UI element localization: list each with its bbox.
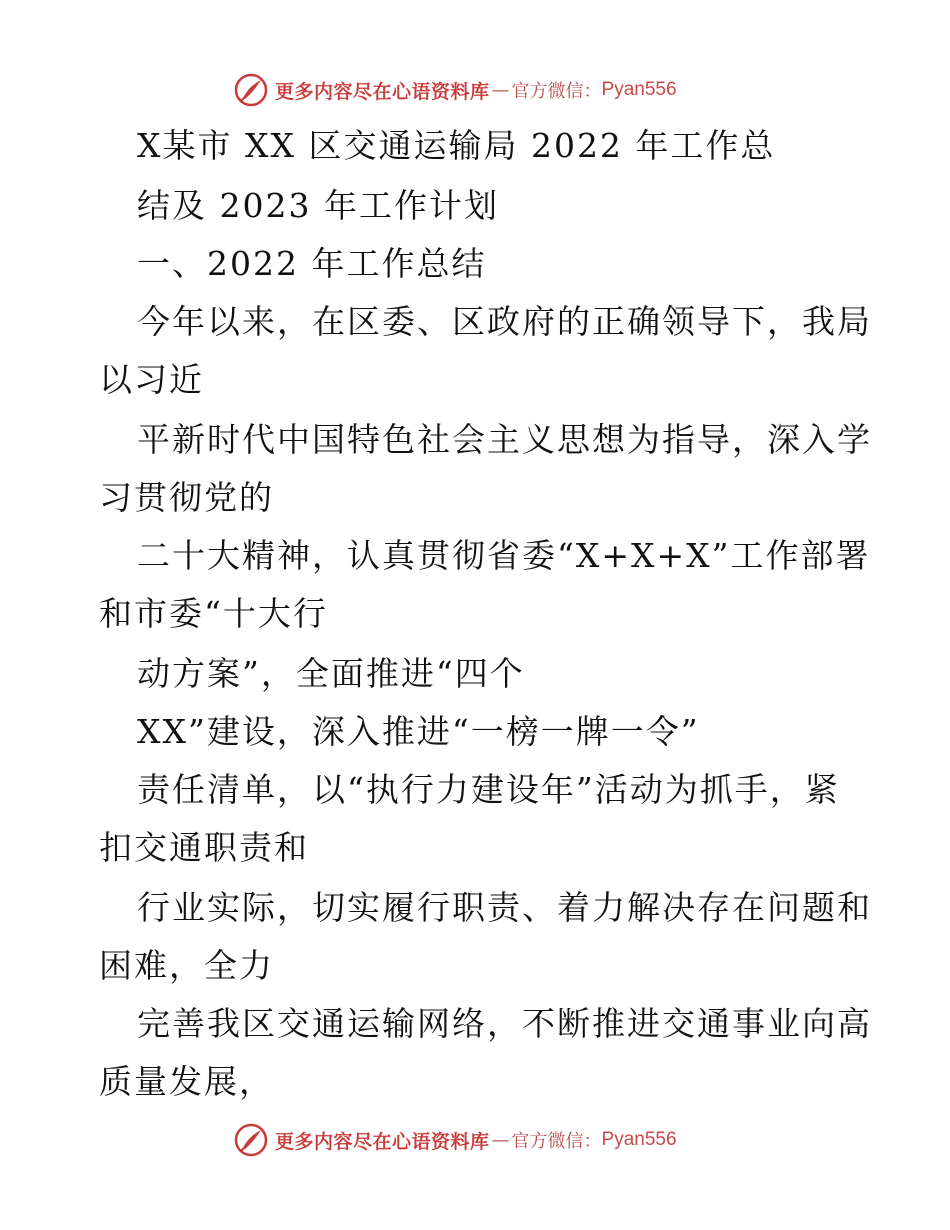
body-line: 今年以来，在区委、区政府的正确领导下，我局	[137, 302, 872, 341]
watermark-brand: 更多内容尽在心语资料库	[275, 1130, 490, 1153]
quill-pen-logo-icon	[233, 72, 269, 108]
body-line: 和市委“十大行	[99, 594, 328, 633]
watermark-dash: —	[491, 1129, 510, 1151]
watermark-official-label: 官方微信：	[511, 81, 602, 102]
section-heading: 一、2022 年工作总结	[137, 244, 487, 283]
body-line: 行业实际，切实履行职责、着力解决存在问题和	[137, 888, 872, 927]
document-title-line-2: 结及 2023 年工作计划	[137, 186, 499, 225]
body-line: XX”建设，深入推进“一榜一牌一令”	[137, 712, 700, 751]
watermark-wechat-id: Pyan556	[601, 1129, 677, 1150]
document-title-line-1: X某市 XX 区交通运输局 2022 年工作总	[137, 126, 776, 165]
body-line: 困难，全力	[99, 946, 274, 985]
body-line: 责任清单，以“执行力建设年”活动为抓手，紧	[137, 770, 840, 809]
body-line: 动方案”，全面推进“四个	[137, 654, 525, 693]
body-line: 扣交通职责和	[99, 828, 309, 867]
watermark-header	[233, 70, 677, 110]
watermark-official-label: 官方微信：	[511, 1131, 602, 1152]
body-line: 二十大精神，认真贯彻省委“X+X+X”工作部署	[137, 536, 871, 575]
quill-pen-logo-icon	[233, 1122, 269, 1158]
body-line: 以习近	[99, 360, 204, 399]
watermark-footer	[233, 1120, 677, 1160]
body-line: 质量发展，	[99, 1062, 274, 1101]
watermark-brand: 更多内容尽在心语资料库	[275, 80, 490, 103]
body-line: 平新时代中国特色社会主义思想为指导，深入学	[137, 420, 872, 459]
watermark-wechat-id: Pyan556	[601, 79, 677, 100]
body-line: 完善我区交通运输网络，不断推进交通事业向高	[137, 1004, 872, 1043]
watermark-dash: —	[491, 79, 510, 101]
body-line: 习贯彻党的	[99, 478, 274, 517]
